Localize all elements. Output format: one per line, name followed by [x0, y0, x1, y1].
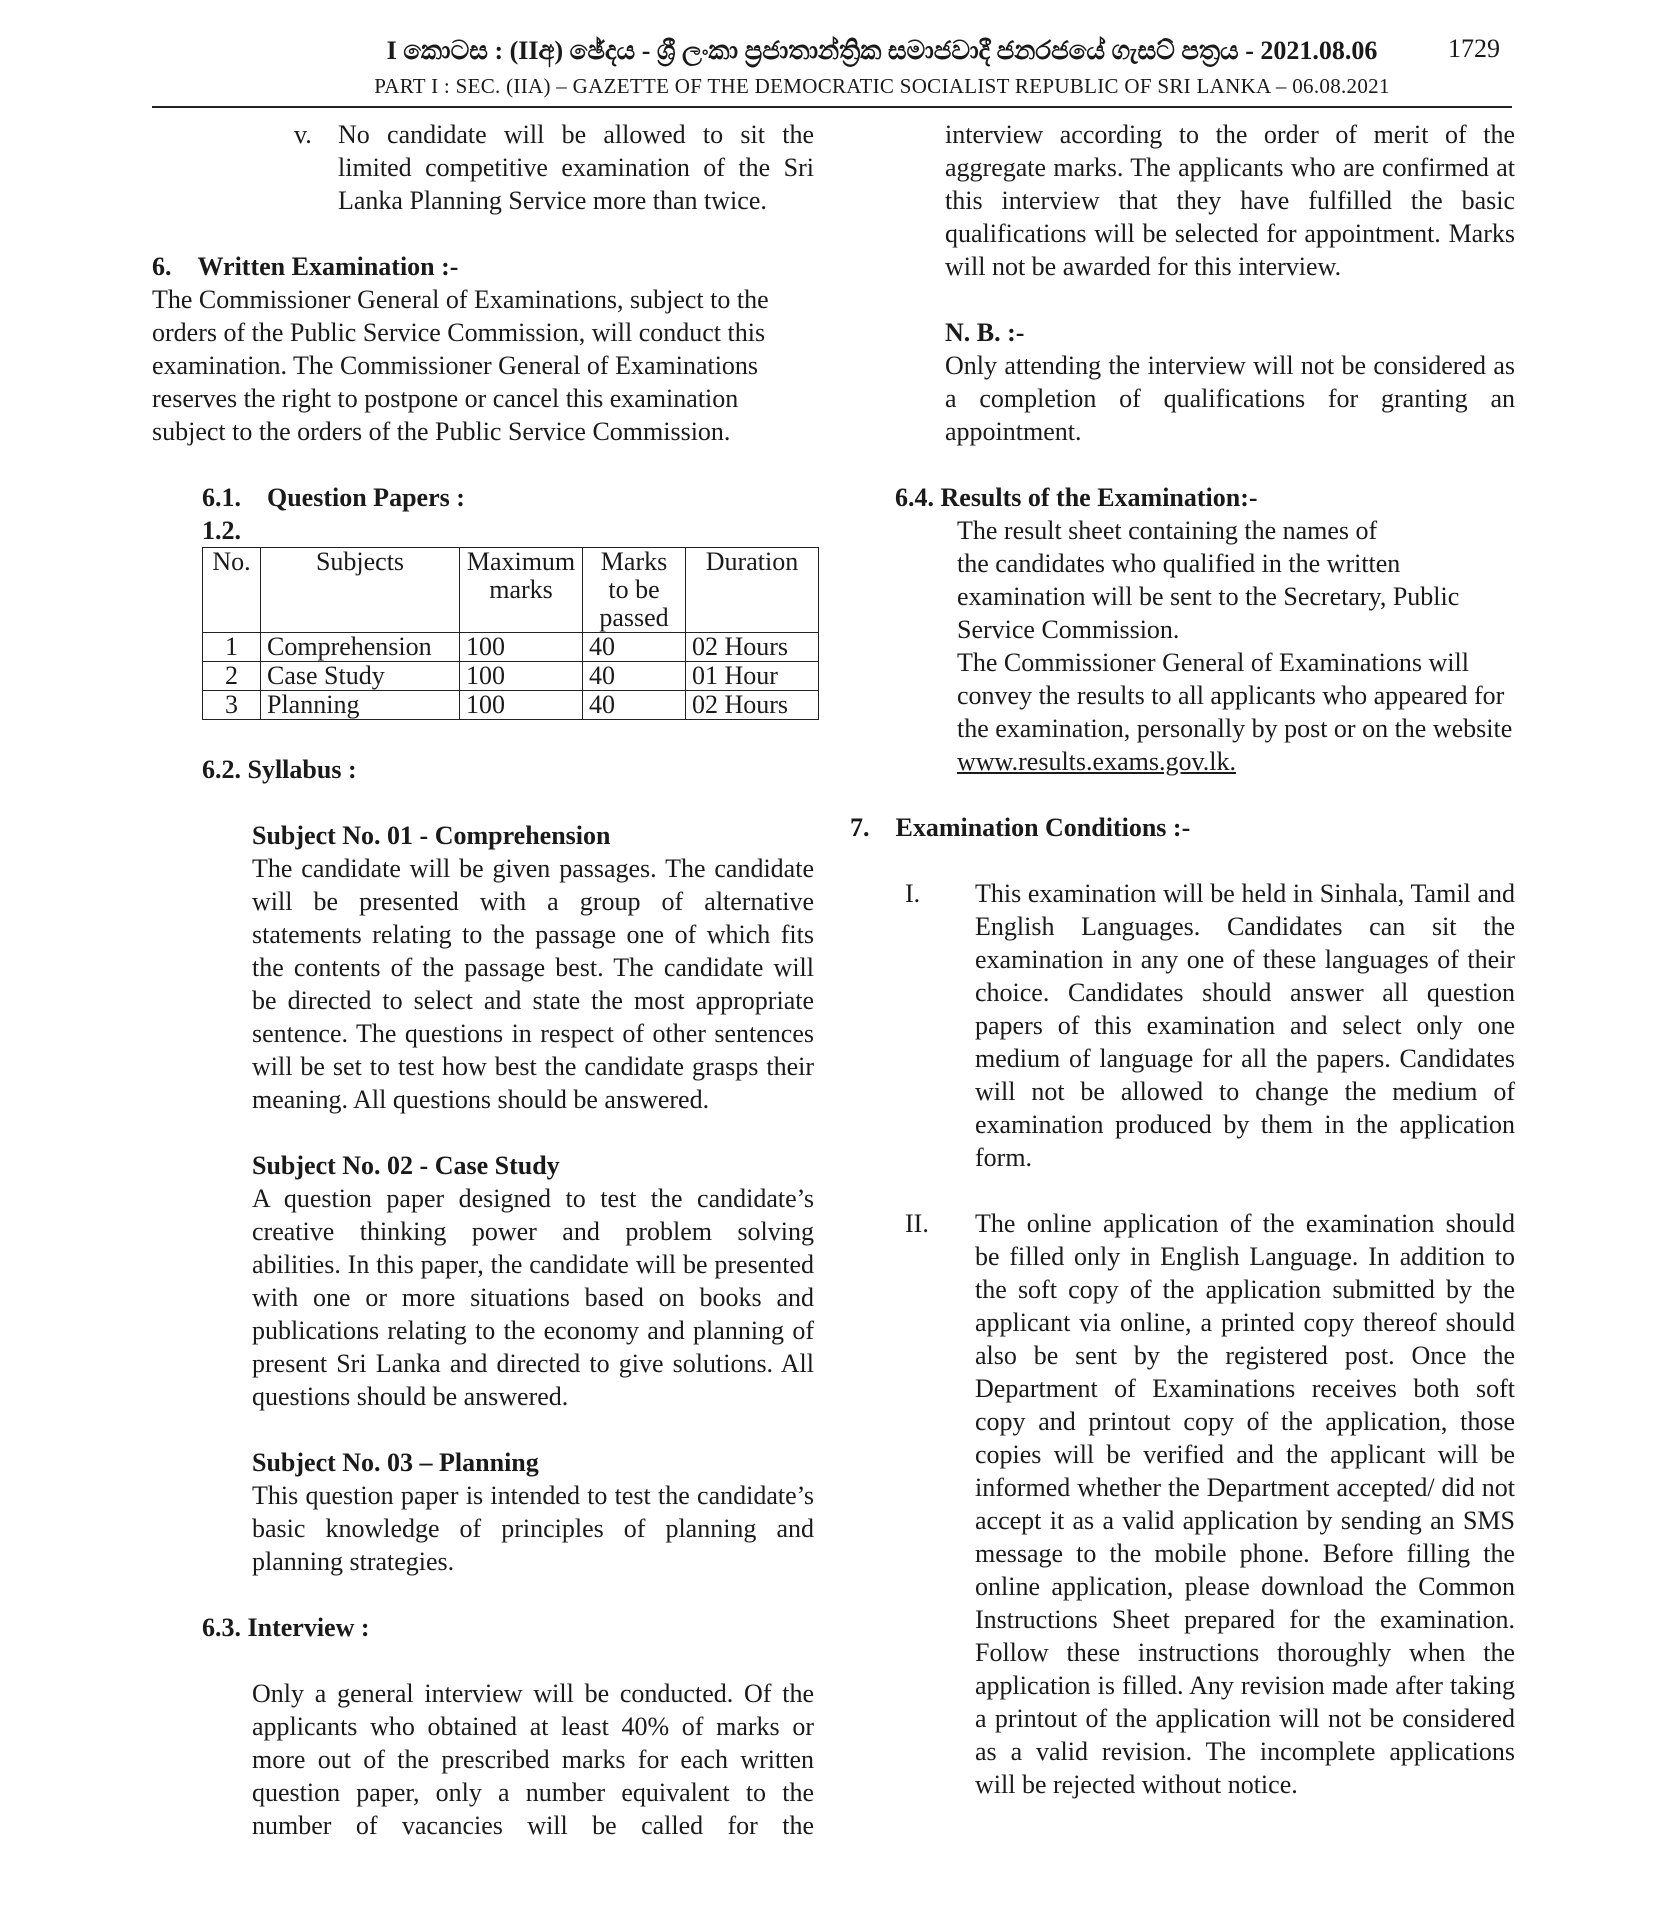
- table-header-cell: Duration: [686, 548, 819, 633]
- results-website-link[interactable]: www.results.exams.gov.lk.: [957, 747, 1236, 776]
- table-cell: Comprehension: [261, 633, 460, 662]
- condition-item-1-text: This examination will be held in Sinhala, Tamil and English Languages. Candidates can sit the examination in any one of these languages of their choice. Candidates should answer all question papers of this examination and select only one medium of language for all the papers. Candidates will not be allowed to change the medium of examination produced by them in the application form.: [975, 879, 1515, 1172]
- table-header-cell: Subjects: [261, 548, 460, 633]
- results-text-2-body: The Commissioner General of Examinations will convey the results to all applicants who appeared for the examination, personally by post or on the website: [957, 648, 1513, 743]
- subject-2-text: A question paper designed to test the candidate’s creative thinking power and problem solving abilities. In this paper, the candidate will be presented with one or more situations based on books and publications relating to the economy and planning of present Sri Lanka and directed to give solutions. All questions should be answered.: [252, 1184, 814, 1411]
- nb-block: [945, 316, 1515, 448]
- table-cell: Planning: [261, 691, 460, 720]
- section-1-2-number: 1.2.: [202, 516, 241, 545]
- table-row: [203, 691, 819, 720]
- table-cell: 02 Hours: [686, 633, 819, 662]
- section-6-4-body: [957, 514, 1515, 778]
- results-text-2: [957, 646, 1515, 778]
- table-cell: 01 Hour: [686, 662, 819, 691]
- table-row: [203, 662, 819, 691]
- header-sinhala-line: I කොටස : (IIඅ) ඡේදය - ශ්‍රී ලංකා ප්‍රජාතාන්ත්‍රික සමාජවාදී ජනරජයේ ගැසට් පත්‍රය - 2021.08.06: [386, 36, 1378, 65]
- section-6-1-title: 6.1. Question Papers :: [202, 483, 465, 512]
- subject-2-title: Subject No. 02 - Case Study: [252, 1151, 560, 1180]
- table-cell: 40: [583, 633, 686, 662]
- results-line: The result sheet containing the names of: [957, 516, 1378, 545]
- table-header-cell: Maximum marks: [460, 548, 583, 633]
- table-cell: Case Study: [261, 662, 460, 691]
- subject-1-title: Subject No. 01 - Comprehension: [252, 821, 611, 850]
- section-6-2-title: 6.2. Syllabus :: [202, 755, 357, 784]
- table-cell: 1: [203, 633, 261, 662]
- nb-title: N. B. :-: [945, 318, 1025, 347]
- header-rule: [152, 106, 1512, 108]
- header-english-line: PART I : SEC. (IIA) – GAZETTE OF THE DEMOCRATIC SOCIALIST REPUBLIC OF SRI LANKA – 06.08.2021: [374, 74, 1390, 98]
- condition-item-2-number: II.: [905, 1209, 929, 1238]
- item-v: [294, 118, 822, 217]
- nb-text: Only attending the interview will not be considered as a completion of qualifications for granting an appointment.: [945, 351, 1515, 446]
- subject-1-text: The candidate will be given passages. The candidate will be presented with a group of alternative statements relating to the passage one of which fits the contents of the passage best. The candidate will be directed to select and state the most appropriate sentence. The questions in respect of other sentences will be set to test how best the candidate grasps their meaning. All questions should be answered.: [252, 854, 814, 1114]
- results-line: examination will be sent to the Secretary, Public: [957, 582, 1460, 611]
- condition-item-2-text: The online application of the examination should be filled only in English Language. In addition to the soft copy of the application submitted by the applicant via online, a printed copy thereof should also be sent by the registered post. Once the Department of Examinations receives both soft copy and printout copy of the application, those copies will be verified and the applicant will be informed whether the Department accepted/ did not accept it as a valid application by sending an SMS message to the mobile phone. Before filling the online application, please download the Common Instructions Sheet prepared for the examination. Follow these instructions thoroughly when the application is filled. Any revision made after taking a printout of the application will not be considered as a valid revision. The incomplete applications will be rejected without notice.: [975, 1209, 1515, 1799]
- table-header-row: [203, 548, 819, 633]
- results-line: Service Commission.: [957, 615, 1180, 644]
- section-7-title: 7. Examination Conditions :-: [850, 813, 1191, 842]
- table-cell: 3: [203, 691, 261, 720]
- table-cell: 100: [460, 662, 583, 691]
- section-6-4-title: 6.4. Results of the Examination:-: [895, 483, 1258, 512]
- page-number: 1729: [1448, 34, 1500, 63]
- results-line: the candidates who qualified in the written: [957, 549, 1401, 578]
- condition-item-2: [905, 1207, 1515, 1801]
- table-cell: 2: [203, 662, 261, 691]
- subject-3-text: This question paper is intended to test the candidate’s basic knowledge of principles of planning and planning strategies.: [252, 1481, 814, 1576]
- table-cell: 02 Hours: [686, 691, 819, 720]
- table-row: [203, 633, 819, 662]
- left-column: [152, 118, 822, 1842]
- interview-continued-text: interview according to the order of merit of the aggregate marks. The applicants who are confirmed at this interview that they have fulfilled the basic qualifications will be selected for appointment. Marks will not be awarded for this interview.: [945, 120, 1515, 281]
- condition-item-1-number: I.: [905, 879, 921, 908]
- condition-item-1: [905, 877, 1515, 1174]
- section-6-title: 6. Written Examination :-: [152, 252, 459, 281]
- section-6-text: The Commissioner General of Examinations, subject to the orders of the Public Service Commission, will conduct this examination. The Commissioner General of Examinations reserves the right to postpone or cancel this examination subject to the orders of the Public Service Commission.: [152, 285, 769, 446]
- table-header-cell: Marks to be passed: [583, 548, 686, 633]
- subject-3-title: Subject No. 03 – Planning: [252, 1448, 539, 1477]
- table-cell: 40: [583, 691, 686, 720]
- table-header-cell: No.: [203, 548, 261, 633]
- page-header: [152, 30, 1512, 108]
- table-cell: 100: [460, 691, 583, 720]
- section-6-3-title: 6.3. Interview :: [202, 1613, 370, 1642]
- right-column: [850, 118, 1515, 1801]
- subject-1-block: [252, 819, 822, 1578]
- section-6-3-text: Only a general interview will be conducted. Of the applicants who obtained at least 40% of marks or more out of the prescribed marks for each written question paper, only a number equivalent to the number of vacancies will be called for the: [252, 1679, 814, 1840]
- item-v-text: No candidate will be allowed to sit the limited competitive examination of the Sri Lanka Planning Service more than twice.: [338, 120, 814, 215]
- table-cell: 100: [460, 633, 583, 662]
- question-papers-table: [202, 547, 819, 720]
- table-cell: 40: [583, 662, 686, 691]
- item-v-number: v.: [294, 120, 312, 149]
